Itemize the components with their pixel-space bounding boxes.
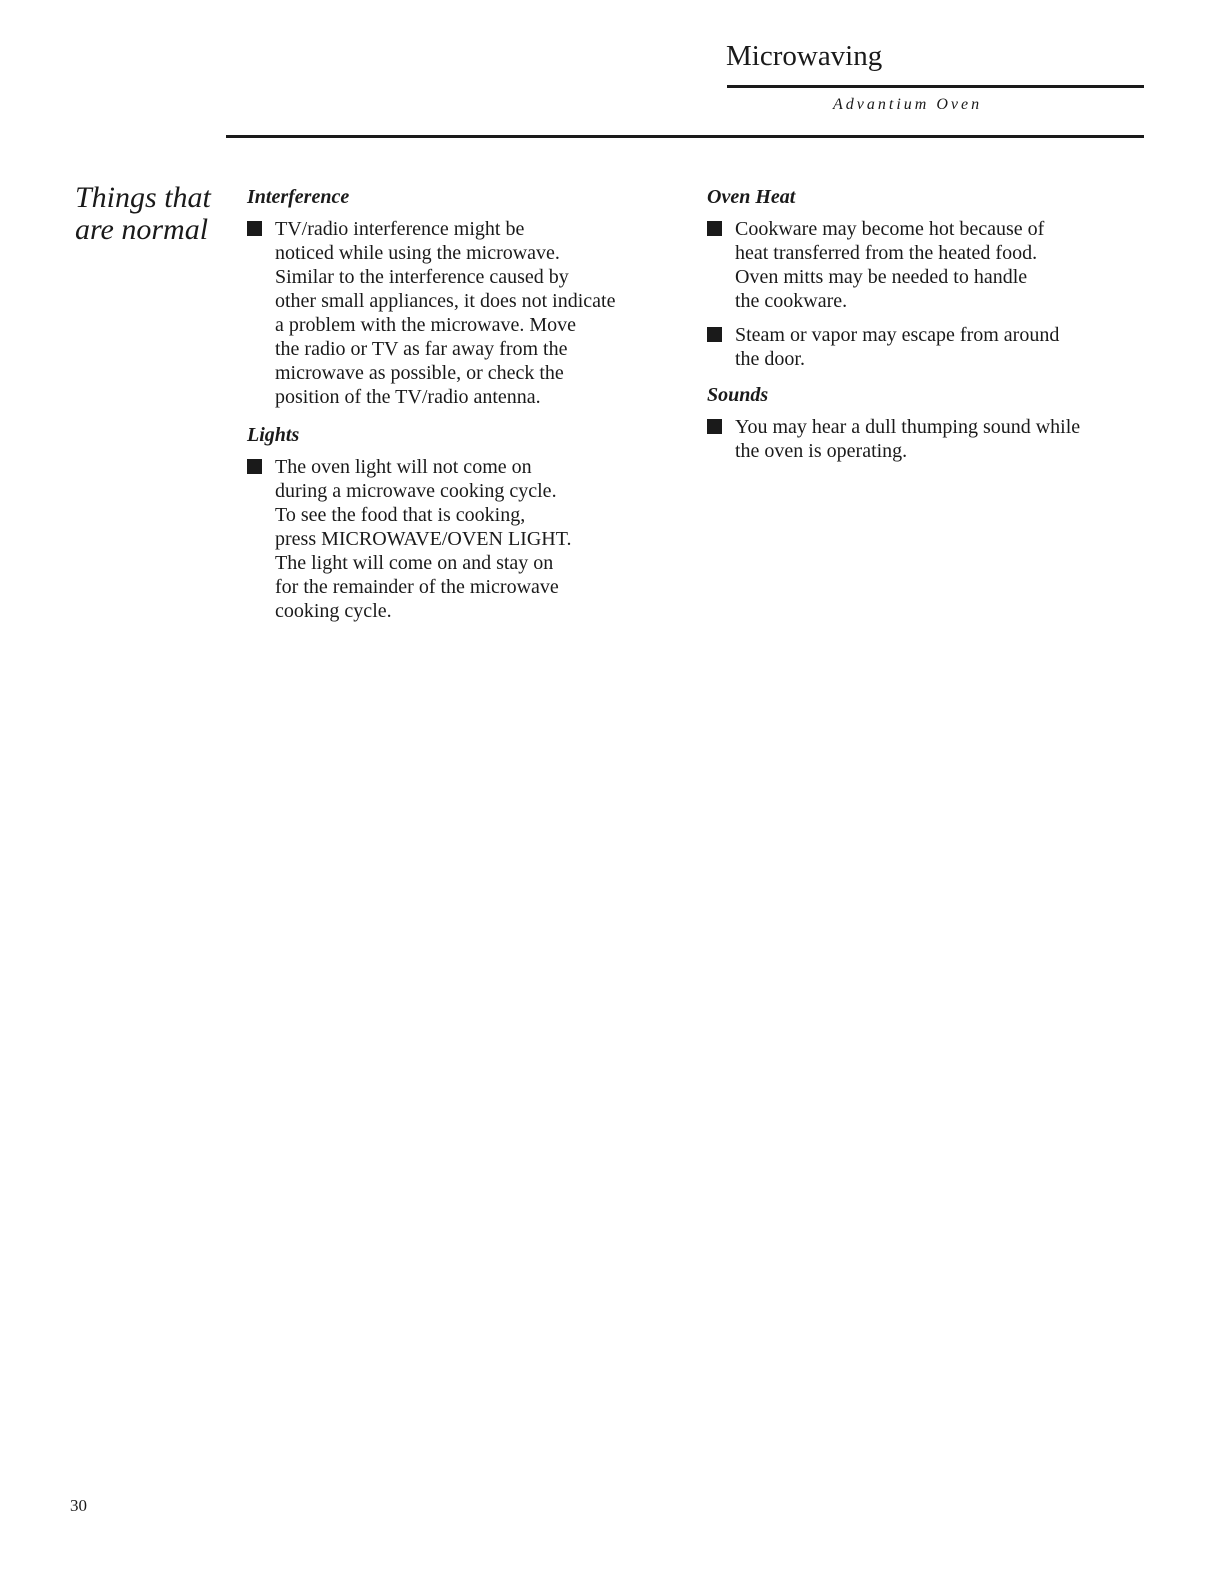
- bullet-item: [707, 415, 1152, 463]
- bullet-text: Steam or vapor may escape from around the door.: [735, 324, 1060, 370]
- section-oven-heat: [707, 183, 1152, 371]
- bullet-square-icon: [707, 419, 722, 434]
- bullet-square-icon: [707, 327, 722, 342]
- bullet-text: The oven light will not come on during a microwave cooking cycle. To see the food that is cooking, press MICROWAVE/OVEN LIGHT. The light will come on and stay on for the remainder of the microwave cooking cycle.: [275, 456, 572, 622]
- bullet-item: [707, 323, 1152, 371]
- section-rule: [226, 135, 1144, 138]
- page-header-title: Microwaving: [726, 40, 883, 72]
- header-rule: [727, 85, 1144, 88]
- section-sounds: [707, 381, 1152, 463]
- bullet-square-icon: [247, 459, 262, 474]
- section-title: Interference: [247, 186, 350, 208]
- bullet-item: [707, 217, 1152, 313]
- bullet-item: [247, 217, 692, 409]
- bullet-text: TV/radio interference might be noticed while using the microwave. Similar to the interference caused by other small appliances, it does not indicate a problem with the microwave. Move the radio or TV as far away from the microwave as possible, or check the position of the TV/radio antenna.: [275, 218, 616, 408]
- bullet-text: Cookware may become hot because of heat transferred from the heated food. Oven mitts may be needed to handle the cookware.: [735, 218, 1045, 312]
- right-column: [707, 183, 1152, 473]
- bullet-item: [247, 455, 692, 623]
- section-title: Lights: [247, 424, 300, 446]
- section-title: Sounds: [707, 384, 769, 406]
- bullet-square-icon: [707, 221, 722, 236]
- page-number: 30: [70, 1496, 87, 1515]
- left-column: [247, 183, 692, 633]
- side-heading: [75, 182, 225, 246]
- side-heading-text: Things that are normal: [75, 181, 211, 246]
- bullet-text: You may hear a dull thumping sound while the oven is operating.: [735, 416, 1081, 462]
- section-lights: [247, 421, 692, 623]
- section-title: Oven Heat: [707, 186, 796, 208]
- page-header-subtitle: Advantium Oven: [833, 96, 983, 113]
- bullet-square-icon: [247, 221, 262, 236]
- section-interference: [247, 183, 692, 409]
